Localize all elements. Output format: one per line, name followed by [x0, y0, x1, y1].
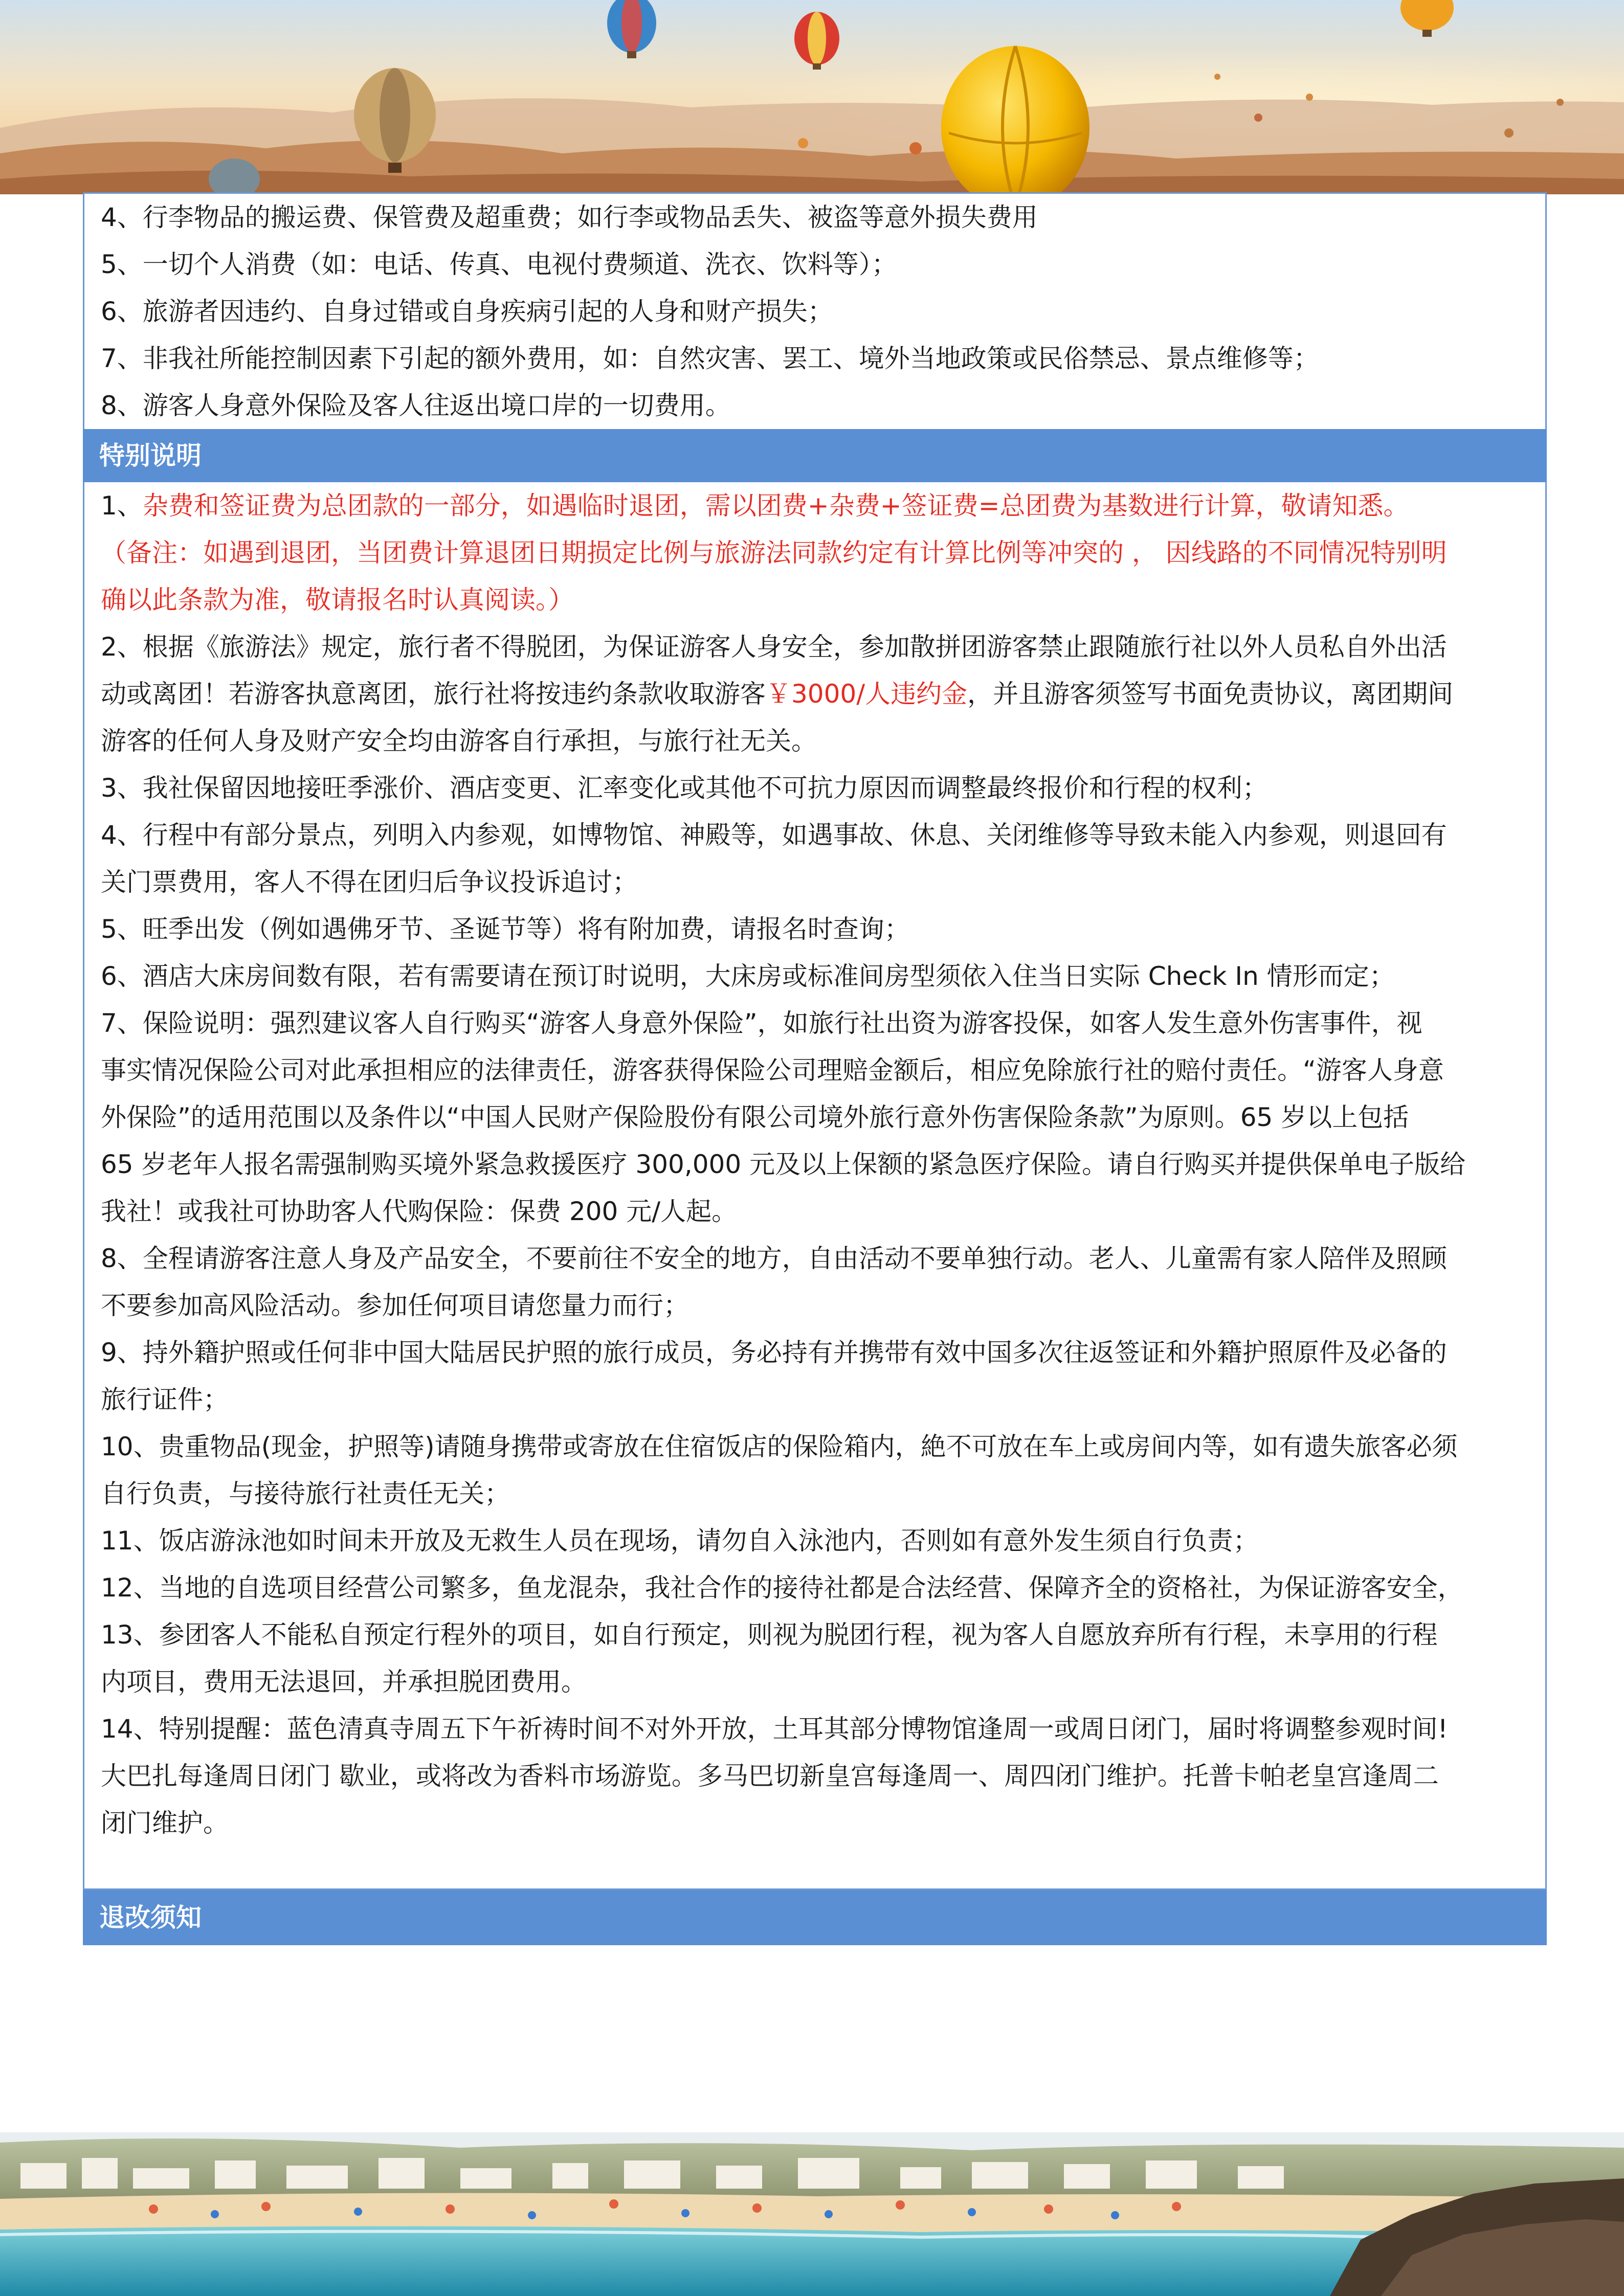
list-item: 13、参团客人不能私自预定行程外的项目，如自行预定，则视为脱团行程，视为客人自愿放弃所有行程，未享用的行程 — [101, 1620, 1438, 1650]
list-item: 5、旺季出发（例如遇佛牙节、圣诞节等）将有附加费，请报名时查询； — [101, 914, 910, 944]
list-item: 8、全程请游客注意人身及产品安全，不要前往不安全的地方，自由活动不要单独行动。老人、儿童需有家人陪伴及照顾 — [101, 1244, 1447, 1273]
list-item — [101, 670, 1531, 717]
list-item: 10、贵重物品(现金，护照等)请随身携带或寄放在住宿饭店的保险箱内，絶不可放在车上或房间内等，如有遗失旅客必须 — [101, 1432, 1458, 1461]
content-box — [83, 192, 1547, 1890]
list-item: 不要参加高风险活动。参加任何项目请您量力而行； — [101, 1291, 689, 1320]
list-item: 旅行证件； — [101, 1385, 229, 1414]
list-item: 大巴扎每逢周日闭门 歇业，或将改为香料市场游览。多马巴切新皇宫每逢周一、周四闭门维护。托普卡帕老皇宫逢周二 — [101, 1761, 1439, 1791]
text-span: 动或离团！若游客执意离团，旅行社将按违约条款收取游客 — [101, 679, 766, 709]
list-item: 8、游客人身意外保险及客人往返出境口岸的一切费用。 — [101, 391, 731, 420]
list-item: 12、当地的自选项目经营公司繁多，鱼龙混杂，我社合作的接待社都是合法经营、保障齐全的资格社，为保证游客安全， — [101, 1573, 1463, 1603]
list-item: 闭门维护。 — [101, 1808, 229, 1838]
section-header-refund-policy: 退改须知 — [83, 1890, 1547, 1945]
list-item: 事实情况保险公司对此承担相应的法律责任，游客获得保险公司理赔金额后，相应免除旅行社的赔付责任。“游客人身意 — [101, 1055, 1444, 1085]
list-item: 65 岁老年人报名需强制购买境外紧急救援医疗 300,000 元及以上保额的紧急医疗保险。请自行购买并提供保单电子版给 — [101, 1150, 1466, 1179]
text-span: ，并且游客须签写书面免责协议，离团期间 — [967, 679, 1454, 709]
bottom-banner-beach-image — [0, 2132, 1624, 2296]
list-item: 确以此条款为准，敬请报名时认真阅读。） — [101, 585, 574, 615]
list-item: 4、行李物品的搬运费、保管费及超重费；如行李或物品丢失、被盗等意外损失费用 — [101, 202, 1038, 232]
list-item: 内项目，费用无法退回，并承担脱团费用。 — [101, 1667, 587, 1697]
penalty-amount: ￥3000/人违约金 — [766, 679, 968, 709]
list-item: 7、非我社所能控制因素下引起的额外费用，如：自然灾害、罢工、境外当地政策或民俗禁忌、景点维修等； — [101, 344, 1319, 373]
list-item: 6、酒店大床房间数有限，若有需要请在预订时说明，大床房或标准间房型须依入住当日实际 Check In 情形而定； — [101, 961, 1395, 991]
list-item: （备注：如遇到退团，当团费计算退团日期损定比例与旅游法同款约定有计算比例等冲突的 ， 因线路的不同情况特别明 — [101, 538, 1447, 568]
red-highlight-text: 杂费和签证费为总团款的一部分，如遇临时退团，需以团费+杂费+签证费=总团费为基数进行计算，敬请知悉。 — [142, 491, 1409, 521]
section-header-special-notes: 特别说明 — [83, 429, 1547, 482]
list-item: 3、我社保留因地接旺季涨价、酒店变更、汇率变化或其他不可抗力原因而调整最终报价和行程的权利； — [101, 773, 1268, 803]
list-item: 自行负责，与接待旅行社责任无关； — [101, 1479, 510, 1509]
list-item: 14、特别提醒：蓝色清真寺周五下午祈祷时间不对外开放，土耳其部分博物馆逢周一或周日闭门，届时将调整参观时间! — [101, 1714, 1448, 1744]
list-item: 11、饭店游泳池如时间未开放及无救生人员在现场，请勿自入泳池内，否则如有意外发生须自行负责； — [101, 1526, 1259, 1556]
list-item — [101, 482, 1531, 529]
special-notes-list — [101, 482, 1531, 1847]
item-number: 1、 — [101, 491, 143, 521]
list-item: 6、旅游者因违约、自身过错或自身疾病引起的人身和财产损失； — [101, 297, 833, 326]
list-item: 5、一切个人消费（如：电话、传真、电视付费频道、洗衣、饮料等）； — [101, 250, 897, 279]
top-banner-balloons-image — [0, 0, 1624, 194]
list-item: 9、持外籍护照或任何非中国大陆居民护照的旅行成员，务必持有并携带有效中国多次往返签证和外籍护照原件及必备的 — [101, 1338, 1447, 1367]
list-item: 7、保险说明：强烈建议客人自行购买“游客人身意外保险”，如旅行社出资为游客投保，如客人发生意外伤害事件，视 — [101, 1008, 1422, 1038]
list-item: 4、行程中有部分景点，列明入内参观，如博物馆、神殿等，如遇事故、休息、关闭维修等导致未能入内参观，则退回有 — [101, 820, 1447, 850]
list-item: 2、根据《旅游法》规定，旅行者不得脱团，为保证游客人身安全，参加散拼团游客禁止跟随旅行社以外人员私自外出活 — [101, 632, 1447, 662]
fees-excluded-list — [101, 194, 1531, 429]
list-item: 我社！或我社可协助客人代购保险：保费 200 元/人起。 — [101, 1197, 738, 1226]
list-item: 外保险”的适用范围以及条件以“中国人民财产保险股份有限公司境外旅行意外伤害保险条款”为原则。65 岁以上包括 — [101, 1102, 1409, 1132]
list-item: 关门票费用，客人不得在团归后争议投诉追讨； — [101, 867, 638, 897]
list-item: 游客的任何人身及财产安全均由游客自行承担，与旅行社无关。 — [101, 726, 817, 756]
